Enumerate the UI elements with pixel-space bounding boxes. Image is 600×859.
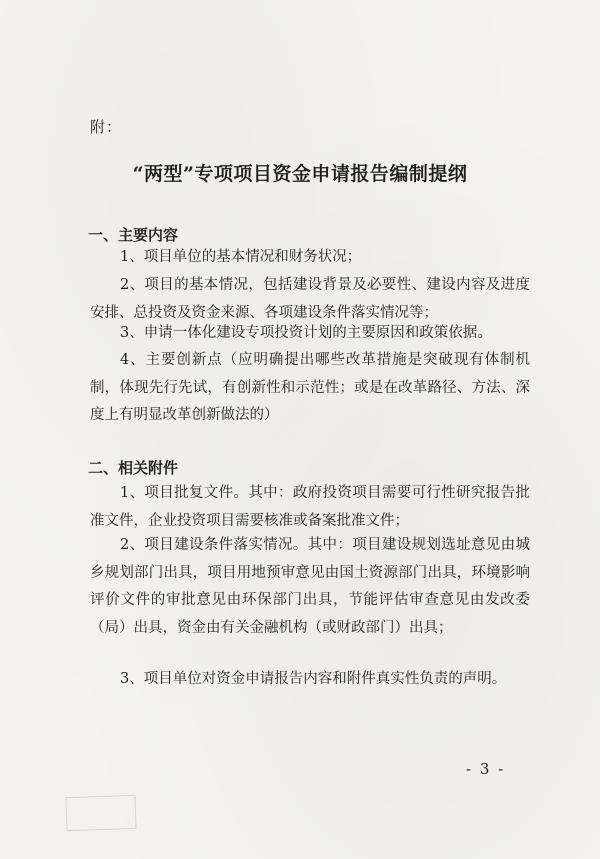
document-title: “两型”专项项目资金申请报告编制提纲 xyxy=(132,163,468,185)
faint-stamp-mark xyxy=(65,795,136,831)
list-item: 3、项目单位对资金申请报告内容和附件真实性负责的声明。 xyxy=(120,671,507,687)
list-item: 1、项目批复文件。其中：政府投资项目需要可行性研究报告批准文件，企业投资项目需要核准或备案批准文件； xyxy=(90,485,530,529)
list-item: 2、项目的基本情况，包括建设背景及必要性、建设内容及进度安排、总投资及资金来源、各项建设条件落实情况等； xyxy=(90,277,530,321)
attachment-label: 附： xyxy=(90,118,123,136)
section-heading-main-content: 一、主要内容 xyxy=(88,226,179,244)
list-item: 4、主要创新点（应明确提出哪些改革措施是突破现有体制机制，体现先行先试，有创新性和示范性；或是在改革路径、方法、深度上有明显改革创新做法的） xyxy=(90,352,530,423)
section-heading-related-attachments: 二、相关附件 xyxy=(88,459,179,477)
list-item: 2、项目建设条件落实情况。其中：项目建设规划选址意见由城乡规划部门出具，项目用地预审意见由国土资源部门出具，环境影响评价文件的审批意见由环保部门出具，节能评估审查意见由发改委（局）出具，资金由有关金融机构（或财政部门）出具； xyxy=(90,537,530,636)
list-item: 3、申请一体化建设专项投资计划的主要原因和政策依据。 xyxy=(120,325,492,341)
list-item: 1、项目单位的基本情况和财务状况； xyxy=(120,249,362,265)
page-number: - 3 - xyxy=(466,760,506,778)
